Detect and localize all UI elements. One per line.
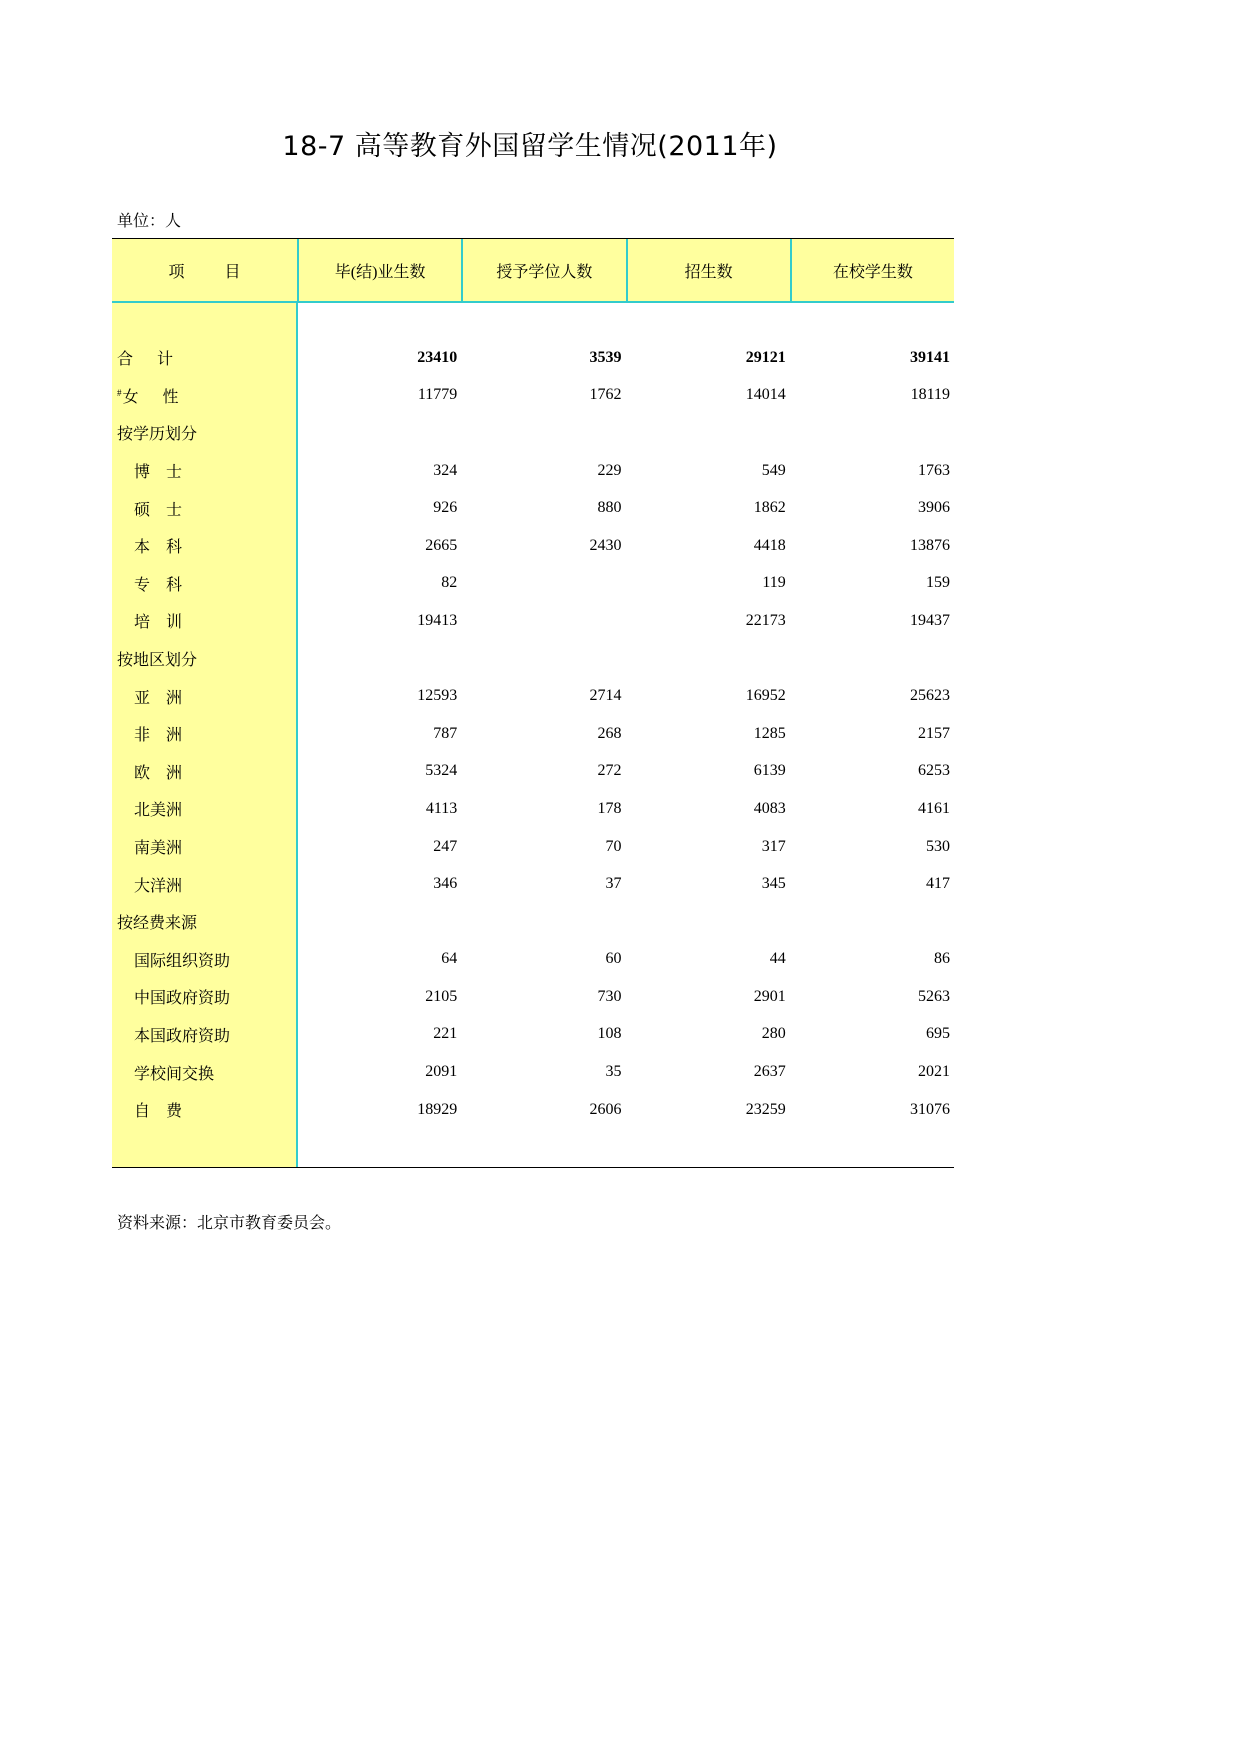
cell-value: 12593 — [417, 687, 458, 705]
cell-value: 6253 — [918, 762, 950, 780]
table-row — [112, 828, 954, 866]
cell-value: 2021 — [918, 1063, 950, 1081]
row-label-text: 非 洲 — [134, 727, 183, 745]
row-label-text: 合 计 — [117, 351, 174, 369]
table-row — [112, 978, 954, 1016]
row-label-text: 中国政府资助 — [134, 990, 231, 1008]
cell-value: 324 — [433, 461, 458, 479]
cell-value: 13876 — [910, 536, 950, 554]
table-row — [112, 903, 954, 941]
cell-value: 39141 — [910, 348, 950, 366]
row-label — [112, 534, 297, 557]
table-row — [112, 339, 954, 377]
row-label — [112, 760, 297, 783]
cell-value: 2606 — [589, 1100, 622, 1118]
row-label — [112, 1061, 297, 1084]
table-row — [112, 602, 954, 640]
cell-value: 1862 — [753, 499, 786, 517]
footnote-mark: # — [117, 387, 122, 398]
table-row — [112, 753, 954, 791]
row-label-text: 国际组织资助 — [134, 952, 231, 970]
cell-value: 64 — [441, 950, 458, 968]
row-label-text: 欧 洲 — [134, 764, 183, 782]
cell-value: 1763 — [918, 461, 950, 479]
cell-value: 14014 — [745, 386, 786, 404]
row-label — [112, 647, 297, 670]
cell-value: 317 — [761, 837, 786, 855]
row-label-text: 按地区划分 — [117, 652, 198, 670]
row-label-text: 北美洲 — [134, 802, 183, 820]
cell-value: 108 — [597, 1025, 622, 1043]
cell-value: 530 — [926, 837, 950, 855]
table-header — [112, 239, 954, 303]
row-label-text: 培 训 — [134, 614, 183, 632]
row-label-text: 专 科 — [134, 576, 183, 594]
table-row — [112, 489, 954, 527]
table-row — [112, 865, 954, 903]
row-label-text: 博 士 — [134, 464, 183, 482]
table-row — [112, 565, 954, 603]
cell-value: 345 — [761, 875, 786, 893]
table-row — [112, 941, 954, 979]
cell-value: 2637 — [753, 1063, 786, 1081]
row-label — [112, 609, 297, 632]
row-label-text: 南美洲 — [134, 840, 183, 858]
header-students-in-school: 在校学生数 — [790, 239, 954, 301]
cell-value: 5324 — [425, 762, 458, 780]
cell-value: 44 — [769, 950, 786, 968]
row-label — [112, 985, 297, 1008]
cell-value: 6139 — [753, 762, 786, 780]
row-label-text: 自 费 — [134, 1103, 183, 1121]
page-title: 18-7 高等教育外国留学生情况(2011年) — [282, 131, 778, 162]
row-label — [112, 572, 297, 595]
cell-value: 1285 — [753, 724, 786, 742]
cell-value: 695 — [926, 1025, 950, 1043]
cell-value: 229 — [597, 461, 622, 479]
cell-value: 4418 — [753, 536, 786, 554]
cell-value: 22173 — [745, 611, 786, 629]
row-label — [112, 910, 297, 933]
header-item-label: 项 目 — [168, 263, 241, 281]
cell-value: 86 — [934, 950, 950, 968]
cell-value: 730 — [597, 987, 622, 1005]
row-label — [112, 722, 297, 745]
cell-value: 119 — [762, 574, 786, 592]
cell-value: 18119 — [910, 386, 950, 404]
cell-value: 247 — [433, 837, 458, 855]
header-graduates: 毕(结)业生数 — [297, 239, 461, 301]
table-body — [112, 339, 954, 1128]
row-label — [112, 459, 297, 482]
cell-value: 549 — [761, 461, 786, 479]
cell-value: 880 — [597, 499, 622, 517]
cell-value: 37 — [605, 875, 622, 893]
row-label-text: 硕 士 — [134, 501, 183, 519]
table-row — [112, 1053, 954, 1091]
row-label-text: 按经费来源 — [117, 915, 198, 933]
cell-value: 2091 — [425, 1063, 458, 1081]
cell-value: 3906 — [918, 499, 950, 517]
cell-value: 787 — [433, 724, 458, 742]
cell-value: 82 — [441, 574, 458, 592]
cell-value: 35 — [605, 1063, 622, 1081]
row-label — [112, 421, 297, 444]
cell-value: 2665 — [425, 536, 458, 554]
cell-value: 268 — [597, 724, 622, 742]
cell-value: 1762 — [589, 386, 622, 404]
table-row — [112, 527, 954, 565]
row-label — [112, 346, 297, 369]
table-row — [112, 1016, 954, 1054]
row-label-text: 本国政府资助 — [134, 1027, 231, 1045]
cell-value: 3539 — [589, 348, 622, 366]
cell-value: 23410 — [417, 348, 458, 366]
row-label-text: 大洋洲 — [134, 877, 183, 895]
cell-value: 60 — [605, 950, 622, 968]
cell-value: 2714 — [589, 687, 622, 705]
row-label — [112, 797, 297, 820]
row-label-text: 亚 洲 — [134, 689, 183, 707]
row-label-text: 按学历划分 — [117, 426, 198, 444]
row-label — [112, 1098, 297, 1121]
cell-value: 159 — [926, 574, 950, 592]
cell-value: 70 — [605, 837, 622, 855]
source-note: 资料来源：北京市教育委员会。 — [117, 1215, 342, 1232]
cell-value: 19437 — [910, 611, 950, 629]
cell-value: 272 — [597, 762, 622, 780]
cell-value: 926 — [433, 499, 458, 517]
cell-value: 2901 — [753, 987, 786, 1005]
row-label — [112, 685, 297, 708]
header-enrollment: 招生数 — [626, 239, 790, 301]
cell-value: 4161 — [918, 799, 950, 817]
cell-value: 23259 — [745, 1100, 786, 1118]
cell-value: 2105 — [425, 987, 458, 1005]
cell-value: 16952 — [745, 687, 786, 705]
cell-value: 280 — [761, 1025, 786, 1043]
row-label — [112, 948, 297, 971]
cell-value: 31076 — [910, 1100, 950, 1118]
cell-value: 221 — [433, 1025, 458, 1043]
row-label-text: 学校间交换 — [134, 1065, 215, 1083]
table-row — [112, 640, 954, 678]
cell-value: 4113 — [425, 799, 458, 817]
table-row — [112, 677, 954, 715]
table-row — [112, 414, 954, 452]
row-label — [112, 835, 297, 858]
cell-value: 5263 — [918, 987, 950, 1005]
row-label-text: 女 性 — [122, 388, 179, 406]
table-row — [112, 377, 954, 415]
cell-value: 18929 — [417, 1100, 458, 1118]
cell-value: 19413 — [417, 611, 458, 629]
row-label — [112, 873, 297, 896]
table-row — [112, 452, 954, 490]
cell-value: 178 — [597, 799, 622, 817]
cell-value: 11779 — [417, 386, 458, 404]
table-row — [112, 1091, 954, 1129]
row-label-text: 本 科 — [134, 539, 183, 557]
cell-value: 4083 — [753, 799, 786, 817]
statistics-table — [112, 238, 954, 1168]
cell-value: 346 — [433, 875, 458, 893]
cell-value: 29121 — [745, 348, 786, 366]
cell-value: 25623 — [910, 687, 950, 705]
unit-label: 单位：人 — [117, 213, 182, 230]
cell-value: 417 — [926, 875, 950, 893]
row-label — [112, 1023, 297, 1046]
header-item — [112, 239, 297, 301]
row-label — [112, 497, 297, 520]
row-label — [112, 384, 297, 407]
header-degrees-awarded: 授予学位人数 — [461, 239, 625, 301]
table-row — [112, 715, 954, 753]
cell-value: 2157 — [918, 724, 950, 742]
table-row — [112, 790, 954, 828]
cell-value: 2430 — [589, 536, 622, 554]
